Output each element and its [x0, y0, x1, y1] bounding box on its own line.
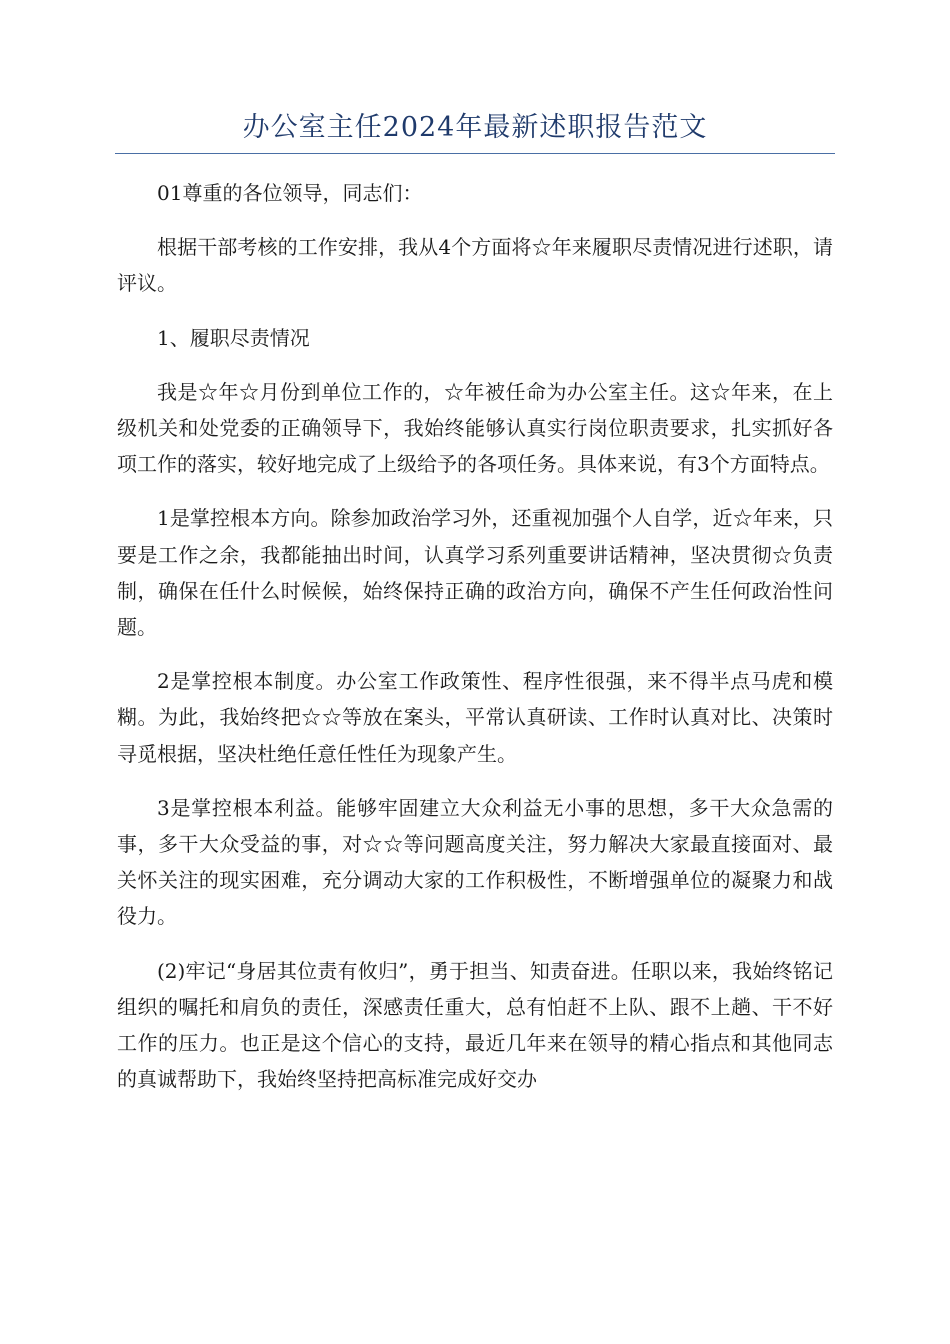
- paragraph-overview: 我是☆年☆月份到单位工作的，☆年被任命为办公室主任。这☆年来，在上级机关和处党委的正确领导下，我始终能够认真实行岗位职责要求，扎实抓好各项工作的落实，较好地完成了上级给予的各项任务。具体来说，有3个方面特点。: [117, 379, 833, 477]
- section-heading: 1、履职尽责情况: [157, 325, 310, 350]
- title-underline: [115, 153, 835, 154]
- paragraph-greeting: 01尊重的各位领导，同志们：: [157, 181, 423, 205]
- paragraph-point-3: 3是掌控根本利益。能够牢固建立大众利益无小事的思想，多干大众急需的事，多干大众受益的事，对☆☆等问题高度关注，努力解决大家最直接面对、最关怀关注的现实困难，充分调动大家的工作积极性，不断增强单位的凝聚力和战役力。: [117, 795, 833, 929]
- paragraph-point-1: 1是掌控根本方向。除参加政治学习外，还重视加强个人自学，近☆年来，只要是工作之余，我都能抽出时间，认真学习系列重要讲话精神，坚决贯彻☆负责制，确保在任什么时候候，始终保持正确的政治方向，确保不产生任何政治性问题。: [117, 506, 833, 640]
- document-body: [117, 175, 833, 1115]
- paragraph-intro: 根据干部考核的工作安排，我从4个方面将☆年来履职尽责情况进行述职，请评议。: [117, 235, 833, 296]
- paragraph-point-2: 2是掌控根本制度。办公室工作政策性、程序性很强，来不得半点马虎和模糊。为此，我始终把☆☆等放在案头，平常认真研读、工作时认真对比、决策时寻觅根据，坚决杜绝任意任性任为现象产生。: [117, 669, 833, 766]
- paragraph-subsection-2: (2)牢记“身居其位责有攸归”，勇于担当、知责奋进。任职以来，我始终铭记组织的嘱托和肩负的责任，深感责任重大，总有怕赶不上队、跟不上趟、干不好工作的压力。也正是这个信心的支持，最近几年来在领导的精心指点和其他同志的真诚帮助下，我始终坚持把高标准完成好交办: [117, 958, 833, 1092]
- document-title: 办公室主任2024年最新述职报告范文: [242, 112, 708, 143]
